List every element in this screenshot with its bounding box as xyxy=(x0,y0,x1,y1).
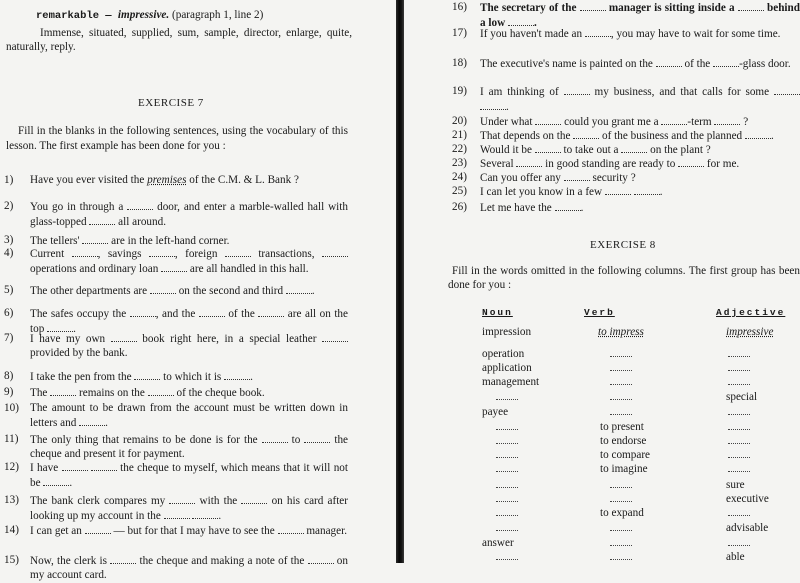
blank-field xyxy=(728,406,750,415)
item-text: I take the pen from the to which it is . xyxy=(30,371,253,383)
table-cell-noun xyxy=(496,478,518,492)
item-number: 11) xyxy=(4,433,19,445)
blank-field xyxy=(728,376,750,385)
item-text: You go in through a door, and enter a marble-walled hall with glass-topped all around. xyxy=(30,201,348,229)
table-cell-verb: to compare xyxy=(600,449,651,461)
blank-field xyxy=(634,184,660,195)
blank-field xyxy=(661,114,687,125)
item-number: 23) xyxy=(452,157,467,169)
blank-field xyxy=(72,246,98,257)
table-cell-verb: to endorse xyxy=(600,435,647,447)
blank-field xyxy=(258,306,284,317)
blank-field xyxy=(89,214,115,225)
table-cell-adjective xyxy=(728,347,750,361)
example-answer: premises xyxy=(147,174,187,186)
blank-field xyxy=(580,0,606,11)
table-cell-adjective: impressive xyxy=(726,326,774,338)
table-cell-adjective xyxy=(728,506,750,520)
blank-field xyxy=(322,331,348,342)
blank-field xyxy=(564,170,590,181)
item-number: 24) xyxy=(452,171,467,183)
blank-field xyxy=(605,184,631,195)
blank-field xyxy=(225,246,251,257)
table-cell-noun xyxy=(496,550,518,564)
item-number: 3) xyxy=(4,234,14,246)
item-number: 20) xyxy=(452,115,467,127)
blank-field xyxy=(573,128,599,139)
table-cell-noun: management xyxy=(482,376,540,388)
blank-field xyxy=(496,551,518,560)
blank-field xyxy=(728,435,750,444)
item-number: 15) xyxy=(4,554,19,566)
blank-field xyxy=(564,84,590,95)
blank-field xyxy=(480,99,506,110)
blank-field xyxy=(149,246,175,257)
blank-field xyxy=(496,391,518,400)
table-cell-verb: to imagine xyxy=(600,463,648,475)
blank-field xyxy=(169,493,195,504)
item-number: 6) xyxy=(4,307,14,319)
blank-field xyxy=(774,84,800,95)
blank-field xyxy=(610,479,632,488)
blank-field xyxy=(286,283,312,294)
item-text: I am thinking of my business, and that calls for some . xyxy=(480,84,800,115)
blank-field xyxy=(91,460,117,471)
item-text: I have my own book right here, in a special leather provided by the bank. xyxy=(30,331,348,361)
item-text: If you haven't made an , you may have to wait for some time. xyxy=(480,28,781,40)
blank-field xyxy=(110,553,136,564)
blank-field xyxy=(555,200,581,211)
column-header-adjective: Adjective xyxy=(716,307,786,318)
blank-field xyxy=(496,493,518,502)
item-number: 16) xyxy=(452,1,467,13)
item-text: Would it be to take out a on the plant ? xyxy=(480,144,711,156)
blank-field xyxy=(496,449,518,458)
book-spine xyxy=(396,0,404,563)
blank-field xyxy=(496,463,518,472)
column-header-verb: Verb xyxy=(584,307,615,318)
blank-field xyxy=(610,391,632,400)
blank-field xyxy=(728,362,750,371)
item-number: 8) xyxy=(4,370,14,382)
blank-field xyxy=(308,553,334,564)
table-cell-verb xyxy=(610,361,632,375)
item-text: Now, the clerk is the cheque and making a note of the on my account card. xyxy=(30,555,348,582)
exercise-8-instructions: Fill in the words omitted in the following columns. The first group has been done for you : xyxy=(448,265,800,292)
blank-field xyxy=(192,508,218,519)
item-text: Under what could you grant me a -term ? xyxy=(480,116,749,128)
blank-field xyxy=(728,537,750,546)
item-number: 22) xyxy=(452,143,467,155)
table-cell-adjective: advisable xyxy=(726,522,769,534)
blank-field xyxy=(610,493,632,502)
item-number: 12) xyxy=(4,461,19,473)
item-text: The remains on the of the cheque book. xyxy=(30,387,265,399)
blank-field xyxy=(656,56,682,67)
table-cell-adjective xyxy=(728,420,750,434)
table-cell-noun xyxy=(496,420,518,434)
column-header-noun: Noun xyxy=(482,307,513,318)
table-cell-verb xyxy=(610,536,632,550)
left-page xyxy=(0,0,398,582)
item-text: The only thing that remains to be done is for the to the cheque and present it for payment. xyxy=(30,434,349,461)
blank-field xyxy=(745,128,771,139)
table-cell-adjective xyxy=(728,405,750,419)
table-cell-verb xyxy=(610,478,632,492)
blank-field xyxy=(508,15,534,26)
blank-field xyxy=(535,114,561,125)
item-number: 25) xyxy=(452,185,467,197)
blank-field xyxy=(496,522,518,531)
item-number: 10) xyxy=(4,402,19,414)
blank-field xyxy=(728,507,750,516)
table-cell-noun: payee xyxy=(482,406,509,418)
blank-field xyxy=(678,156,704,167)
blank-field xyxy=(278,523,304,534)
item-text: The tellers' are in the left-hand corner. xyxy=(30,235,230,247)
right-page xyxy=(404,0,800,563)
item-number: 14) xyxy=(4,524,19,536)
item-text: Several in good standing are ready to for me. xyxy=(480,158,740,170)
blank-field xyxy=(85,523,111,534)
blank-field xyxy=(127,199,153,210)
exercise-7-title: EXERCISE 7 xyxy=(138,97,204,109)
blank-field xyxy=(496,479,518,488)
blank-field xyxy=(43,475,69,486)
table-cell-verb xyxy=(610,347,632,361)
blank-field xyxy=(496,435,518,444)
table-cell-noun xyxy=(496,462,518,476)
blank-field xyxy=(164,508,190,519)
table-cell-verb xyxy=(610,405,632,419)
item-text: I can let you know in a few . xyxy=(480,186,663,198)
item-number: 13) xyxy=(4,494,19,506)
table-cell-noun xyxy=(496,492,518,506)
table-cell-noun xyxy=(496,521,518,535)
table-cell-verb: to impress xyxy=(598,326,644,338)
blank-field xyxy=(148,385,174,396)
blank-field xyxy=(714,114,740,125)
blank-field xyxy=(610,551,632,560)
blank-field xyxy=(738,0,764,11)
item-number: 9) xyxy=(4,386,14,398)
blank-field xyxy=(610,522,632,531)
blank-field xyxy=(610,537,632,546)
item-text: I have the cheque to myself, which means that it will not be . xyxy=(30,462,348,490)
item-number: 5) xyxy=(4,284,14,296)
exercise-7-instructions: Fill in the blanks in the following sentences, using the vocabulary of this lesson. The first example has been done for you : xyxy=(6,125,348,152)
table-cell-adjective xyxy=(728,434,750,448)
item-text: The secretary of the manager is sitting inside a behind a low . xyxy=(480,2,800,30)
blank-field xyxy=(516,156,542,167)
table-cell-noun xyxy=(496,448,518,462)
table-cell-noun xyxy=(496,390,518,404)
table-cell-verb xyxy=(610,550,632,564)
table-cell-adjective xyxy=(728,536,750,550)
item-text: Have you ever visited the premises of the C.M. & L. Bank ? xyxy=(30,174,299,186)
table-cell-verb xyxy=(610,390,632,404)
table-cell-noun: application xyxy=(482,362,532,374)
item-text: Current , savings , foreign transactions, operations and ordinary loan are all handled in this hall. xyxy=(30,246,348,277)
blank-field xyxy=(79,415,105,426)
table-cell-adjective xyxy=(728,361,750,375)
blank-field xyxy=(62,460,88,471)
item-text: Can you offer any security ? xyxy=(480,172,636,184)
blank-field xyxy=(496,421,518,430)
table-cell-noun xyxy=(496,434,518,448)
blank-field xyxy=(728,348,750,357)
item-text: That depends on the of the business and the planned . xyxy=(480,130,774,142)
blank-field xyxy=(304,432,330,443)
item-text: Let me have the . xyxy=(480,202,584,214)
item-text: The executive's name is painted on the of the -glass door. xyxy=(480,58,791,70)
table-cell-adjective xyxy=(728,375,750,389)
item-number: 18) xyxy=(452,57,467,69)
table-cell-adjective: executive xyxy=(726,493,769,505)
table-cell-noun: operation xyxy=(482,348,525,360)
table-cell-noun xyxy=(496,506,518,520)
table-cell-adjective: able xyxy=(726,551,745,563)
blank-field xyxy=(199,306,225,317)
table-cell-adjective xyxy=(728,448,750,462)
table-cell-verb xyxy=(610,521,632,535)
item-number: 7) xyxy=(4,332,14,344)
blank-field xyxy=(322,246,348,257)
table-cell-verb: to expand xyxy=(600,507,644,519)
table-cell-verb: to present xyxy=(600,421,644,433)
blank-field xyxy=(262,432,288,443)
item-number: 21) xyxy=(452,129,467,141)
blank-field xyxy=(728,449,750,458)
blank-field xyxy=(535,142,561,153)
blank-field xyxy=(150,283,176,294)
item-number: 4) xyxy=(4,247,14,259)
table-cell-adjective xyxy=(728,462,750,476)
blank-field xyxy=(224,369,250,380)
blank-field xyxy=(610,348,632,357)
blank-field xyxy=(585,26,611,37)
blank-field xyxy=(610,376,632,385)
blank-field xyxy=(241,493,267,504)
blank-field xyxy=(82,233,108,244)
blank-field xyxy=(728,421,750,430)
item-text: The bank clerk compares my with the on his card after looking up my account in the . xyxy=(30,495,348,523)
item-text: The safes occupy the , and the of the are all on the top . xyxy=(30,308,348,336)
exercise-8-title: EXERCISE 8 xyxy=(590,239,656,251)
table-cell-adjective: sure xyxy=(726,479,745,491)
blank-field xyxy=(610,362,632,371)
item-text: The amount to be drawn from the account must be written down in letters and . xyxy=(30,402,348,430)
blank-field xyxy=(621,142,647,153)
blank-field xyxy=(111,331,137,342)
item-number: 19) xyxy=(452,85,467,97)
item-number: 2) xyxy=(4,200,14,212)
blank-field xyxy=(713,56,739,67)
blank-field xyxy=(496,507,518,516)
blank-field xyxy=(161,261,187,272)
item-text: I can get an — but for that I may have to see the manager. xyxy=(30,525,348,537)
table-cell-noun: answer xyxy=(482,537,514,549)
item-number: 26) xyxy=(452,201,467,213)
item-number: 1) xyxy=(4,174,14,186)
table-cell-noun: impression xyxy=(482,326,532,338)
item-text: The other departments are on the second and third . xyxy=(30,285,315,297)
blank-field xyxy=(610,406,632,415)
table-cell-adjective: special xyxy=(726,391,758,403)
blank-field xyxy=(130,306,156,317)
blank-field xyxy=(50,385,76,396)
table-cell-verb xyxy=(610,492,632,506)
blank-field xyxy=(728,463,750,472)
word-list: Immense, situated, supplied, sum, sample, director, enlarge, quite, naturally, reply. xyxy=(6,27,352,54)
blank-field xyxy=(134,369,160,380)
item-number: 17) xyxy=(452,27,467,39)
table-cell-verb xyxy=(610,375,632,389)
top-example: remarkable — impressive. (paragraph 1, line 2) xyxy=(36,9,264,22)
